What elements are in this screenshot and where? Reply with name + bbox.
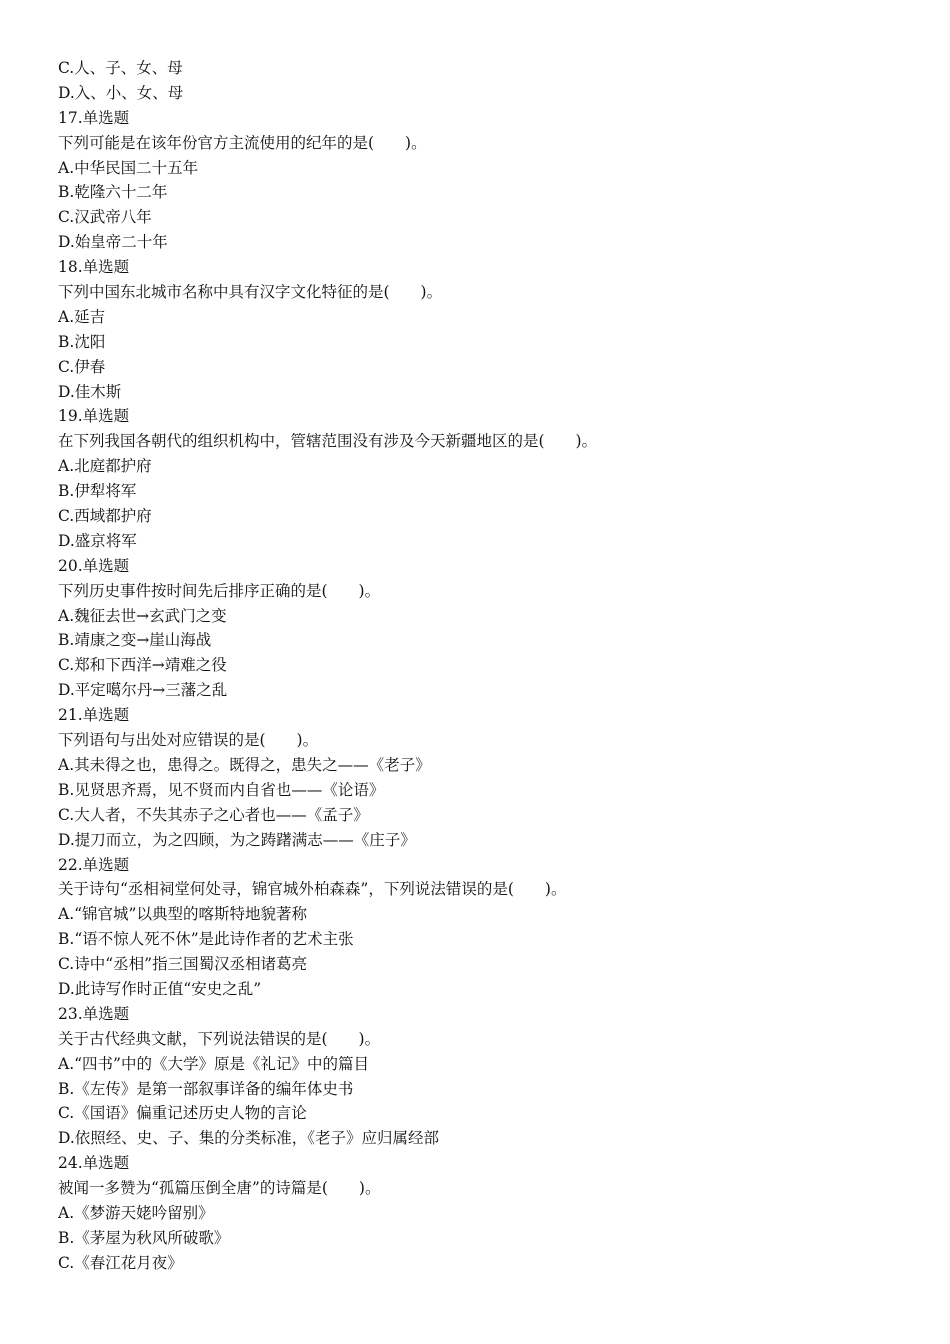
option-line: A.北庭都护府 (58, 457, 152, 476)
option-line: B.《茅屋为秋风所破歌》 (58, 1228, 230, 1247)
option-line: D.平定噶尔丹→三藩之乱 (58, 681, 228, 700)
option-line: C.《国语》偏重记述历史人物的言论 (58, 1104, 307, 1123)
option-line: C.大人者，不失其赤子之心者也——《孟子》 (58, 805, 369, 824)
option-line: C.汉武帝八年 (58, 208, 152, 227)
option-line: A.“锦官城”以典型的喀斯特地貌著称 (58, 905, 307, 924)
question-text: 关于古代经典文献，下列说法错误的是( )。 (58, 1029, 381, 1048)
option-line: C.《春江花月夜》 (58, 1253, 183, 1272)
question-text: 关于诗句“丞相祠堂何处寻，锦官城外柏森森”，下列说法错误的是( )。 (58, 880, 567, 899)
document-body (58, 56, 918, 1276)
option-line: D.始皇帝二十年 (58, 233, 168, 252)
option-line: B.伊犁将军 (58, 482, 137, 501)
option-line: B.沈阳 (58, 332, 106, 351)
question-text: 在下列我国各朝代的组织机构中，管辖范围没有涉及今天新疆地区的是( )。 (58, 432, 598, 451)
option-line: A.“四书”中的《大学》原是《礼记》中的篇目 (58, 1054, 369, 1073)
question-text: 被闻一多赞为“孤篇压倒全唐”的诗篇是( )。 (58, 1179, 381, 1198)
question-header: 23.单选题 (58, 1004, 130, 1023)
question-header: 17.单选题 (58, 108, 130, 127)
question-header: 21.单选题 (58, 706, 130, 725)
question-text: 下列中国东北城市名称中具有汉字文化特征的是( )。 (58, 283, 443, 302)
question-header: 22.单选题 (58, 855, 130, 874)
option-line: C.郑和下西洋→靖难之役 (58, 656, 227, 675)
option-line: C.西域都护府 (58, 507, 152, 526)
option-line: B.《左传》是第一部叙事详备的编年体史书 (58, 1079, 354, 1098)
option-line: A.魏征去世→玄武门之变 (58, 606, 227, 625)
option-line: D.提刀而立，为之四顾，为之踌躇满志——《庄子》 (58, 830, 416, 849)
question-text: 下列可能是在该年份官方主流使用的纪年的是( )。 (58, 133, 427, 152)
option-line: C.人、子、女、母 (58, 59, 183, 77)
question-text: 下列历史事件按时间先后排序正确的是( )。 (58, 581, 381, 600)
question-header: 18.单选题 (58, 258, 130, 277)
option-line: C.伊春 (58, 357, 106, 376)
option-line: B.见贤思齐焉，见不贤而内自省也——《论语》 (58, 780, 385, 799)
question-header: 20.单选题 (58, 556, 130, 575)
option-line: B.靖康之变→崖山海战 (58, 631, 212, 650)
option-line: D.佳木斯 (58, 382, 122, 401)
option-line: A.《梦游天姥吟留别》 (58, 1203, 214, 1222)
option-line: B.乾隆六十二年 (58, 183, 168, 202)
option-line: A.中华民国二十五年 (58, 158, 199, 177)
option-line: A.其未得之也，患得之。既得之，患失之——《老子》 (58, 755, 431, 774)
option-line: A.延吉 (58, 307, 106, 326)
option-line: D.此诗写作时正值“安史之乱” (58, 979, 262, 998)
option-line: D.盛京将军 (58, 531, 137, 550)
option-line: D.入、小、女、母 (58, 83, 184, 102)
question-text: 下列语句与出处对应错误的是( )。 (58, 731, 319, 750)
option-line: C.诗中“丞相”指三国蜀汉丞相诸葛亮 (58, 955, 308, 974)
option-line: B.“语不惊人死不休”是此诗作者的艺术主张 (58, 930, 354, 949)
option-line: D.依照经、史、子、集的分类标准，《老子》应归属经部 (58, 1129, 440, 1148)
question-header: 24.单选题 (58, 1154, 130, 1173)
question-header: 19.单选题 (58, 407, 130, 426)
